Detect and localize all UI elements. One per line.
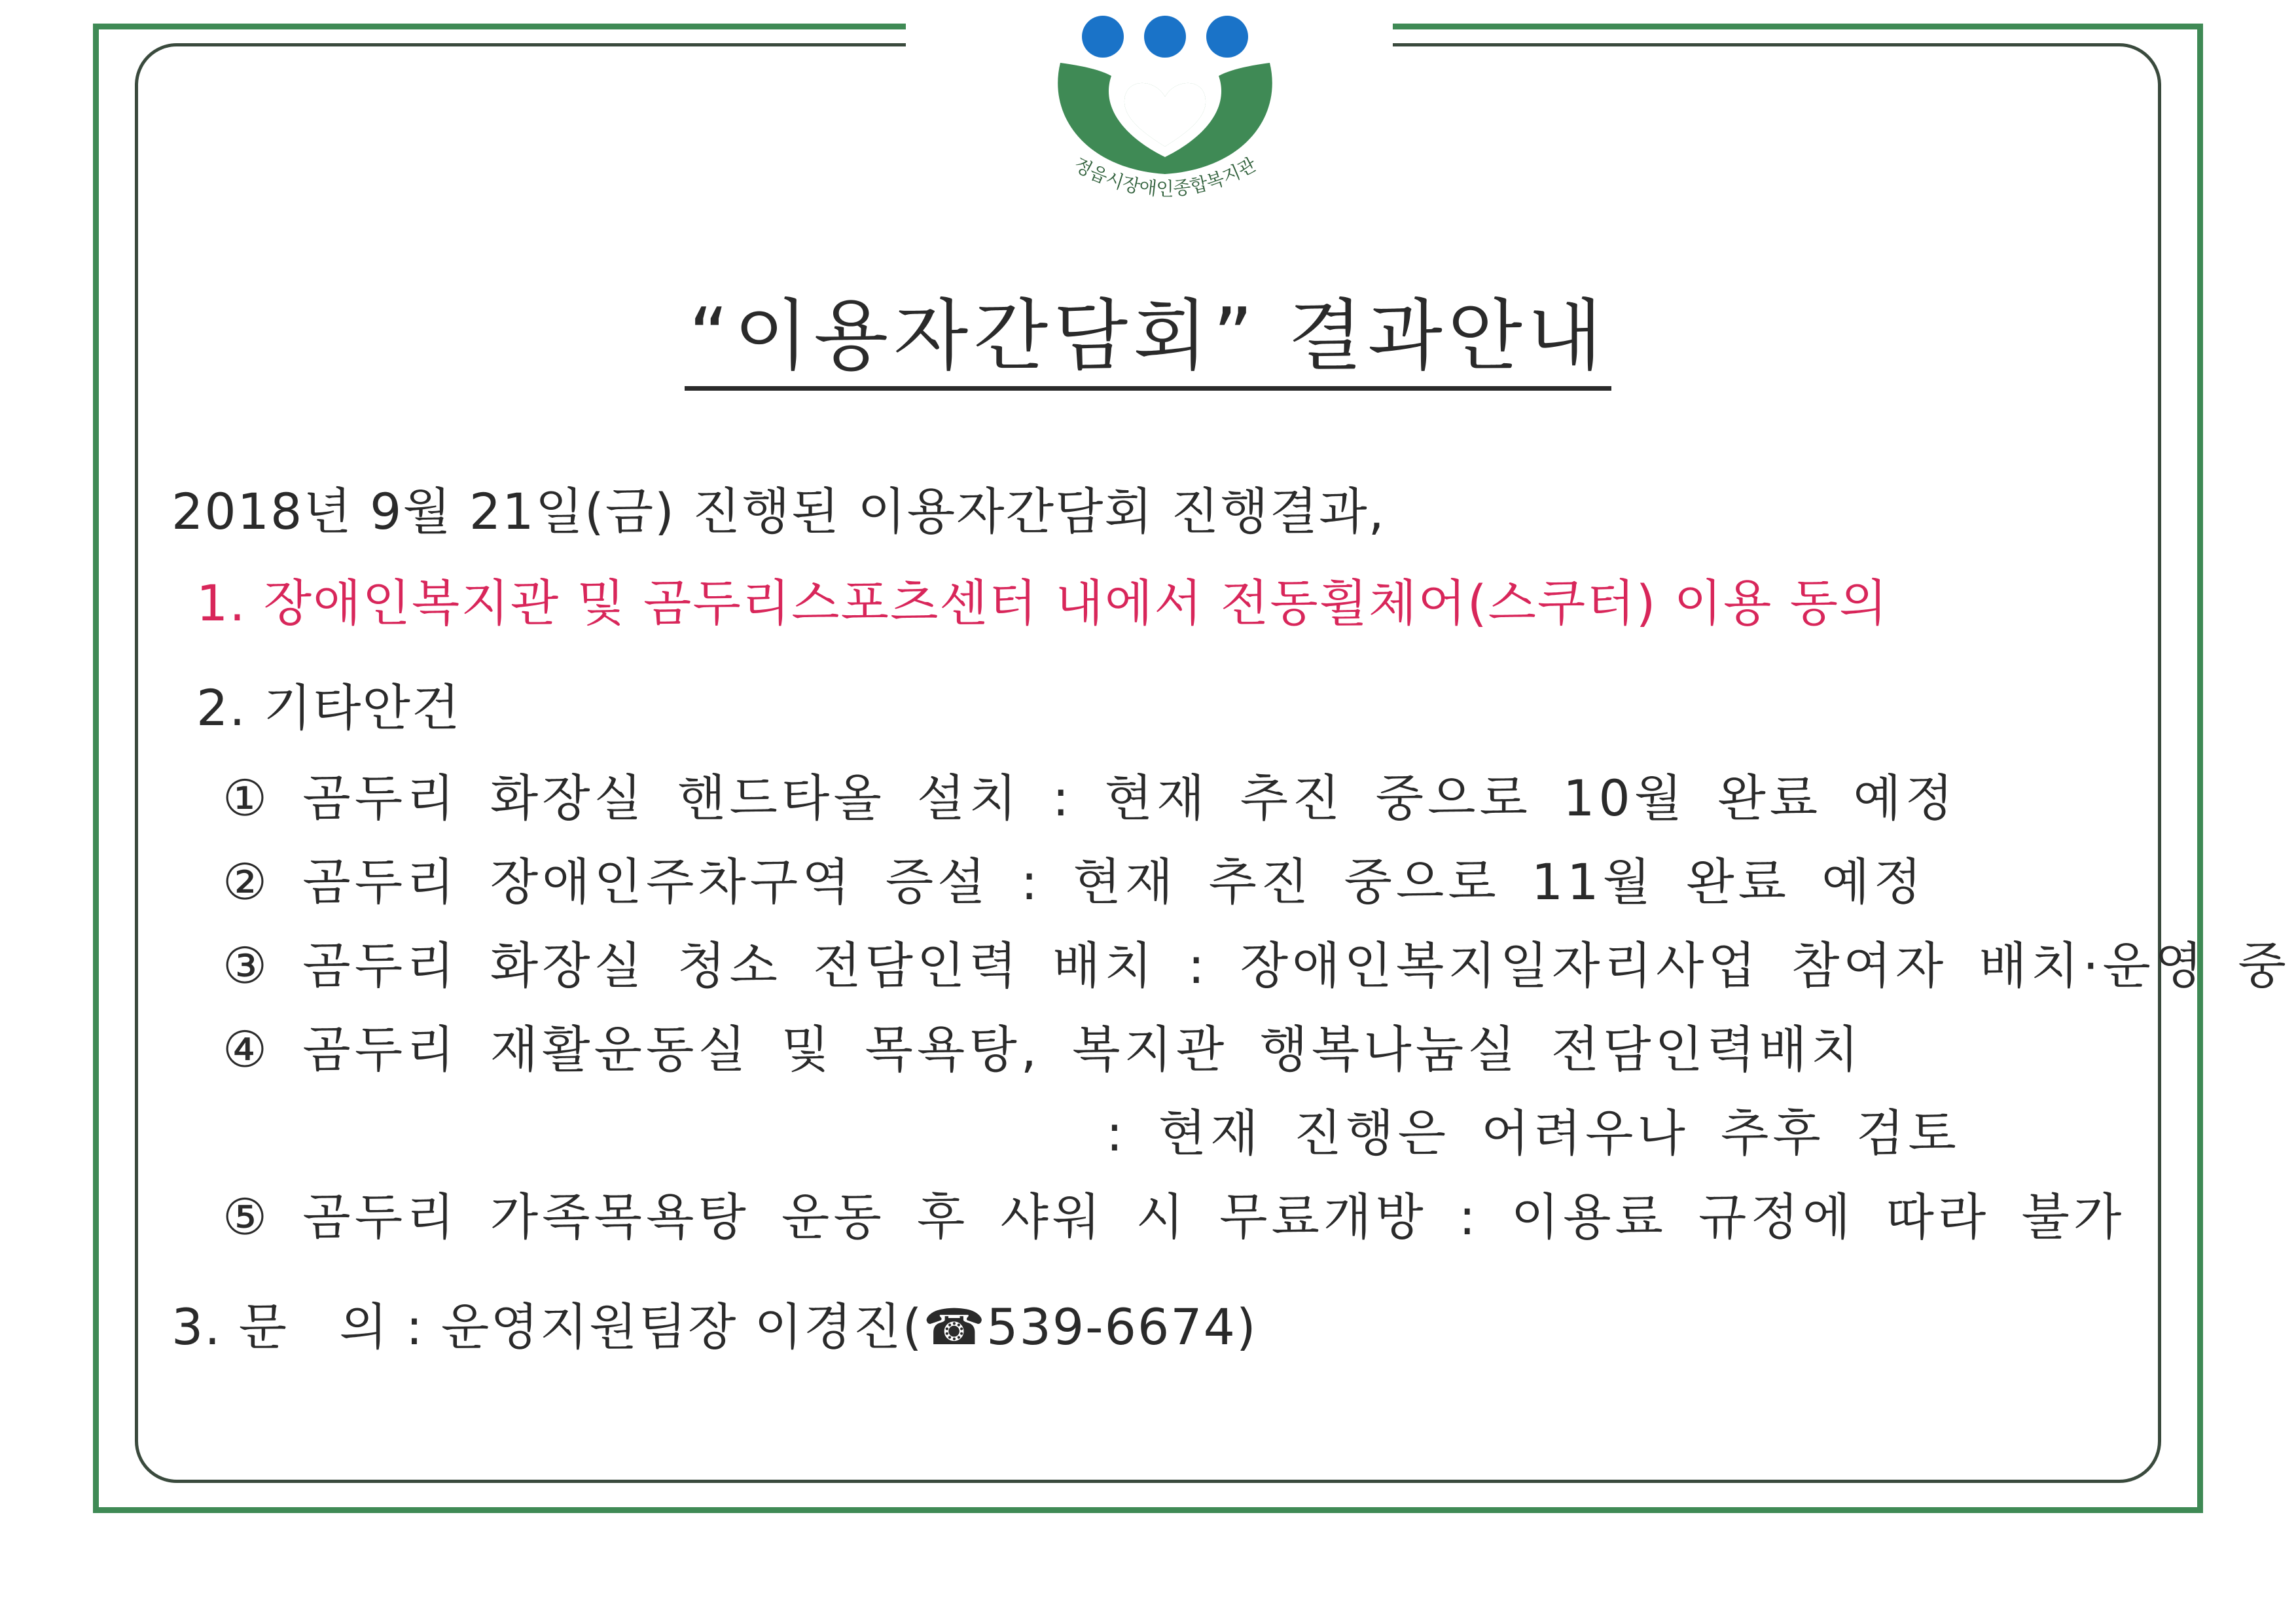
- agenda-item-2: 2. 기타안건: [196, 679, 461, 737]
- agenda-item-1: 1. 장애인복지관 및 곰두리스포츠센터 내에서 전동휠체어(스쿠터) 이용 동의: [196, 574, 1889, 632]
- welfare-center-logo: [1034, 5, 1296, 228]
- intro-text: 2018년 9월 21일(금) 진행된 이용자간담회 진행결과,: [171, 482, 1386, 541]
- sub-item-1: ① 곰두리 화장실 핸드타올 설치 : 현재 추진 중으로 10월 완료 예정: [223, 769, 1958, 827]
- sub-item-4: ④ 곰두리 재활운동실 및 목욕탕, 복지관 행복나눔실 전담인력배치: [223, 1020, 1863, 1079]
- contact-info: 3. 문 의 : 운영지원팀장 이경진(☎539-6674): [171, 1298, 1257, 1356]
- sub-item-4-note: : 현재 진행은 어려우나 추후 검토: [1106, 1104, 1960, 1162]
- inner-frame: [135, 43, 2161, 1483]
- logo-dot-left: [1082, 16, 1124, 58]
- logo-org-name: 정읍시장애인종합복지관: [1070, 153, 1260, 200]
- logo-dot-center: [1144, 16, 1186, 58]
- sub-item-2: ② 곰두리 장애인주차구역 증설 : 현재 추진 중으로 11월 완료 예정: [223, 853, 1926, 911]
- page-title: “이용자간담회” 결과안내: [685, 292, 1611, 391]
- logo-dot-right: [1206, 16, 1248, 58]
- sub-item-5: ⑤ 곰두리 가족목욕탕 운동 후 샤워 시 무료개방 : 이용료 규정에 따라 불가: [223, 1188, 2126, 1246]
- sub-item-3: ③ 곰두리 화장실 청소 전담인력 배치 : 장애인복지일자리사업 참여자 배치·운영 중: [223, 936, 2290, 995]
- title-container: [0, 292, 2296, 391]
- logo-heart: [1124, 83, 1206, 147]
